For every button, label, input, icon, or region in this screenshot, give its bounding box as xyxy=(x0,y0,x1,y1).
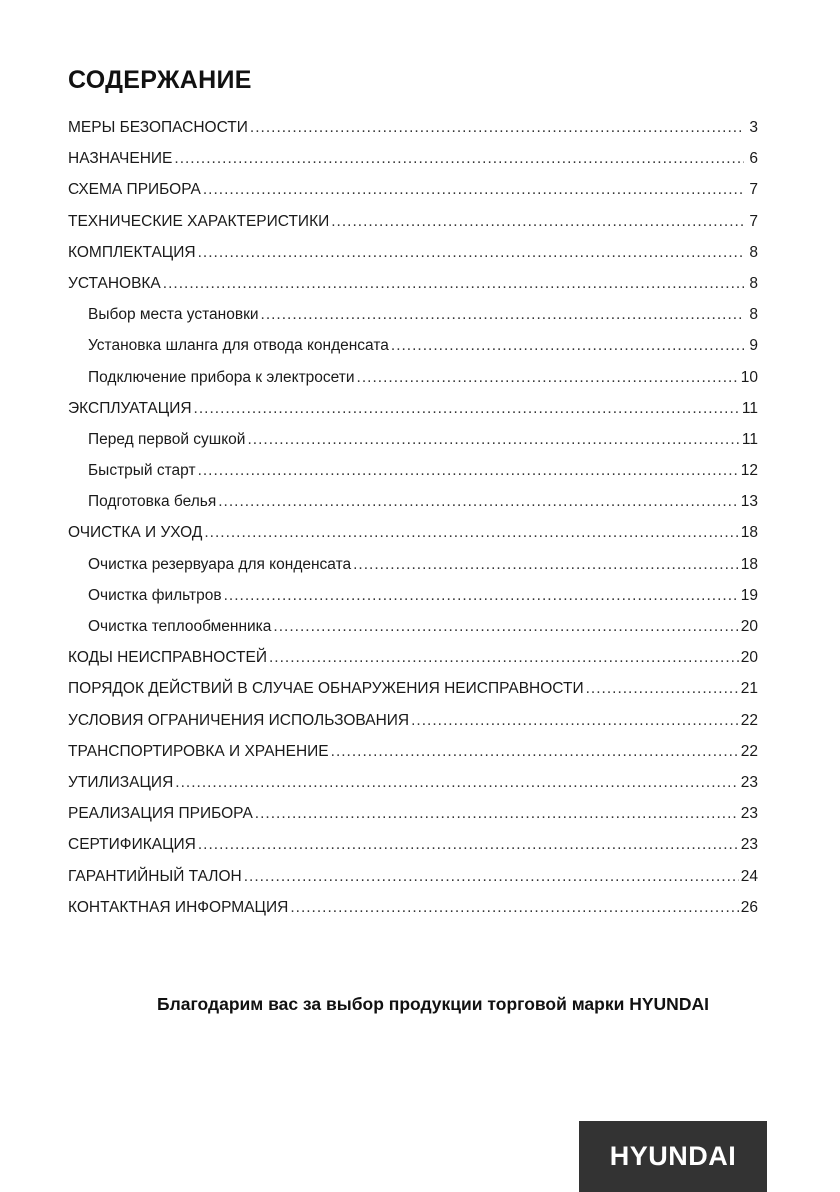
toc-page-number: 7 xyxy=(749,212,758,230)
toc-entry[interactable] xyxy=(68,524,758,555)
toc-leader-dots xyxy=(174,150,744,168)
toc-page-number: 6 xyxy=(749,150,758,168)
toc-page-number: 11 xyxy=(741,430,758,448)
toc-leader-dots xyxy=(255,805,739,823)
toc-entry[interactable] xyxy=(68,275,758,306)
toc-subentry[interactable] xyxy=(68,462,758,493)
toc-leader-dots xyxy=(247,431,739,449)
toc-entry[interactable] xyxy=(68,805,758,836)
toc-entry-label: КОМПЛЕКТАЦИЯ xyxy=(68,243,196,261)
toc-leader-dots xyxy=(331,743,739,761)
toc-leader-dots xyxy=(204,524,738,542)
toc-page-number: 10 xyxy=(740,368,758,386)
toc-entry[interactable] xyxy=(68,244,758,275)
toc-entry-label: КОНТАКТНАЯ ИНФОРМАЦИЯ xyxy=(68,898,289,916)
toc-leader-dots xyxy=(250,119,744,137)
toc-entry-label: Установка шланга для отвода конденсата xyxy=(88,337,389,355)
toc-page-number: 18 xyxy=(740,524,758,542)
toc-entry-label: РЕАЛИЗАЦИЯ ПРИБОРА xyxy=(68,805,253,823)
toc-entry-label: ТРАНСПОРТИРОВКА И ХРАНЕНИЕ xyxy=(68,742,329,760)
toc-entry[interactable] xyxy=(68,743,758,774)
toc-entry-label: ГАРАНТИЙНЫЙ ТАЛОН xyxy=(68,867,242,885)
toc-leader-dots xyxy=(198,244,744,262)
toc-entry[interactable] xyxy=(68,649,758,680)
toc-page-number: 18 xyxy=(740,555,758,573)
toc-entry-label: ЭКСПЛУАТАЦИЯ xyxy=(68,399,192,417)
toc-page-number: 26 xyxy=(740,898,758,916)
toc-subentry[interactable] xyxy=(68,337,758,368)
toc-leader-dots xyxy=(357,369,739,387)
toc-subentry[interactable] xyxy=(68,587,758,618)
toc-entry[interactable] xyxy=(68,150,758,181)
toc-entry-label: СЕРТИФИКАЦИЯ xyxy=(68,836,196,854)
toc-leader-dots xyxy=(194,400,740,418)
toc-entry[interactable] xyxy=(68,899,758,930)
toc-leader-dots xyxy=(331,213,744,231)
toc-entry-label: Подготовка белья xyxy=(88,493,217,511)
toc-leader-dots xyxy=(586,680,739,698)
toc-entry[interactable] xyxy=(68,836,758,867)
brand-logo-text: HYUNDAI xyxy=(609,1141,737,1171)
toc-leader-dots xyxy=(411,712,739,730)
toc-page-number: 12 xyxy=(740,462,758,480)
toc-entry-label: КОДЫ НЕИСПРАВНОСТЕЙ xyxy=(68,649,267,667)
toc-entry-label: ТЕХНИЧЕСКИЕ ХАРАКТЕРИСТИКИ xyxy=(68,212,330,230)
toc-leader-dots xyxy=(261,306,744,324)
toc-subentry[interactable] xyxy=(68,618,758,649)
toc-page-number: 19 xyxy=(740,586,758,604)
brand-logo xyxy=(579,1121,767,1192)
toc-page-number: 20 xyxy=(740,618,758,635)
toc-page-number: 20 xyxy=(740,649,758,667)
toc-entry-label: МЕРЫ БЕЗОПАСНОСТИ xyxy=(68,119,248,136)
toc-page-number: 9 xyxy=(749,337,758,355)
toc-page-number: 7 xyxy=(749,181,758,199)
toc-entry[interactable] xyxy=(68,181,758,212)
toc-entry-label: ОЧИСТКА И УХОД xyxy=(68,524,203,542)
toc-subentry[interactable] xyxy=(68,431,758,462)
toc-page-number: 21 xyxy=(740,680,758,698)
toc-leader-dots xyxy=(224,587,739,605)
toc-entry-label: УСТАНОВКА xyxy=(68,274,161,292)
toc-entry-label: Выбор места установки xyxy=(88,306,259,324)
toc-page-number: 11 xyxy=(741,399,758,417)
toc-entry-label: Быстрый старт xyxy=(88,462,196,480)
thanks-message: Благодарим вас за выбор продукции торговой марки HYUNDAI xyxy=(157,994,709,1014)
toc-page-number: 23 xyxy=(740,773,758,791)
toc-page-number: 8 xyxy=(749,243,758,261)
toc-page-number: 24 xyxy=(740,867,758,885)
toc-leader-dots xyxy=(244,868,739,886)
toc-entry[interactable] xyxy=(68,213,758,244)
toc-leader-dots xyxy=(353,556,739,574)
toc-page-number: 3 xyxy=(749,119,758,136)
toc-page-number: 22 xyxy=(740,742,758,760)
toc-entry-label: НАЗНАЧЕНИЕ xyxy=(68,150,173,168)
toc-entry[interactable] xyxy=(68,868,758,899)
toc-subentry[interactable] xyxy=(68,306,758,337)
table-of-contents xyxy=(68,119,758,930)
toc-leader-dots xyxy=(198,462,739,480)
toc-entry[interactable] xyxy=(68,400,758,431)
toc-entry-label: УТИЛИЗАЦИЯ xyxy=(68,773,174,791)
toc-leader-dots xyxy=(269,649,739,667)
toc-leader-dots xyxy=(203,181,744,199)
toc-entry[interactable] xyxy=(68,712,758,743)
toc-page-number: 8 xyxy=(749,274,758,292)
toc-entry-label: УСЛОВИЯ ОГРАНИЧЕНИЯ ИСПОЛЬЗОВАНИЯ xyxy=(68,711,410,729)
toc-leader-dots xyxy=(175,774,738,792)
toc-page-number: 23 xyxy=(740,836,758,854)
toc-entry[interactable] xyxy=(68,774,758,805)
toc-entry-label: Очистка резервуара для конденсата xyxy=(88,555,352,573)
toc-entry-label: Подключение прибора к электросети xyxy=(88,368,355,386)
toc-leader-dots xyxy=(290,899,738,917)
toc-leader-dots xyxy=(218,493,739,511)
toc-entry-label: Перед первой сушкой xyxy=(88,430,246,448)
toc-page-number: 8 xyxy=(749,306,758,324)
toc-entry[interactable] xyxy=(68,680,758,711)
toc-subentry[interactable] xyxy=(68,369,758,400)
toc-subentry[interactable] xyxy=(68,556,758,587)
toc-entry-label: Очистка теплообменника xyxy=(88,618,272,635)
toc-leader-dots xyxy=(198,836,739,854)
toc-leader-dots xyxy=(391,337,744,355)
toc-page-number: 23 xyxy=(740,805,758,823)
toc-page-number: 13 xyxy=(740,493,758,511)
toc-entry-label: ПОРЯДОК ДЕЙСТВИЙ В СЛУЧАЕ ОБНАРУЖЕНИЯ НЕИСПРАВНОСТИ xyxy=(68,680,584,698)
toc-page-number: 22 xyxy=(740,711,758,729)
page-title: СОДЕРЖАНИЕ xyxy=(68,66,252,94)
toc-subentry[interactable] xyxy=(68,493,758,524)
toc-leader-dots xyxy=(163,275,744,293)
toc-entry-label: Очистка фильтров xyxy=(88,586,222,604)
toc-entry-label: СХЕМА ПРИБОРА xyxy=(68,181,201,199)
toc-leader-dots xyxy=(273,618,738,636)
toc-entry[interactable] xyxy=(68,119,758,150)
